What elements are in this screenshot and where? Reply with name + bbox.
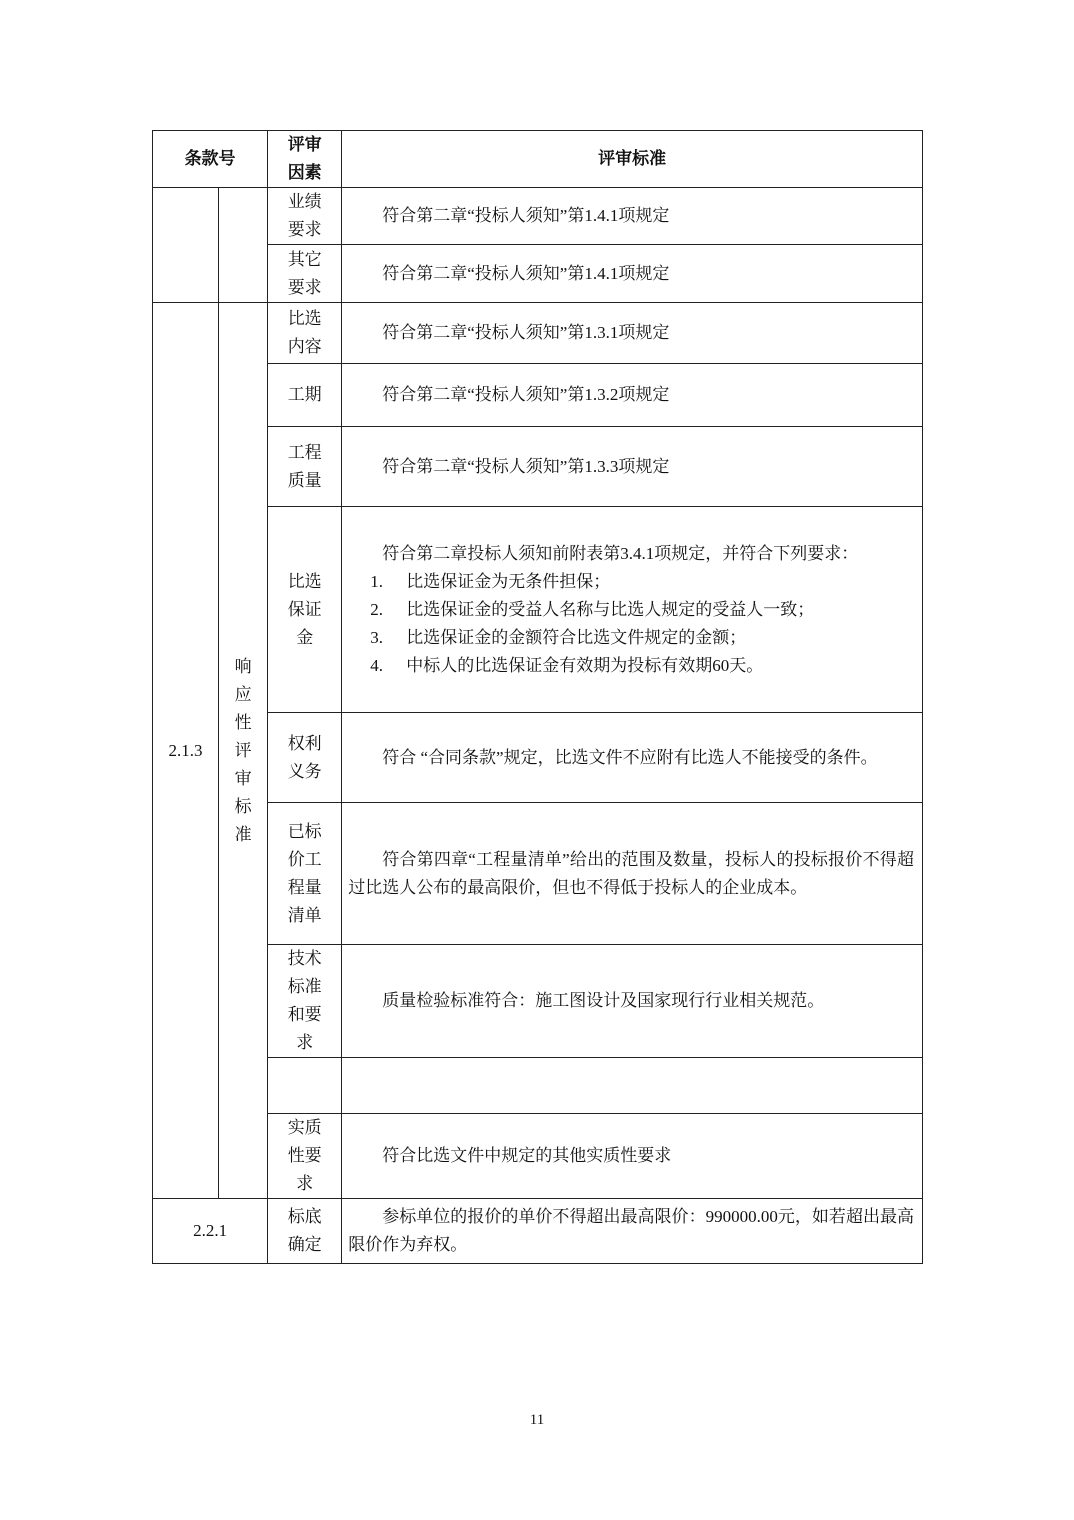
clause-number: 2.1.3 [153, 303, 219, 1199]
header-standard: 评审标准 [342, 131, 923, 188]
header-clause: 条款号 [153, 131, 268, 188]
table-row [153, 427, 923, 507]
list-item [348, 568, 914, 596]
table-header-row [153, 131, 923, 188]
factor-cell: 技术标准和要求 [268, 945, 342, 1058]
factor-cell: 实质性要求 [268, 1114, 342, 1199]
factor-cell: 比选内容 [268, 303, 342, 364]
item-number: 1. [370, 571, 383, 591]
list-item [348, 652, 914, 680]
requirements-list [348, 568, 914, 680]
table-row [153, 245, 923, 303]
factor-cell: 工期 [268, 364, 342, 427]
standard-cell: 质量检验标准符合：施工图设计及国家现行行业相关规范。 [342, 945, 923, 1058]
standard-cell: 符合第二章“投标人须知”第1.3.1项规定 [342, 303, 923, 364]
item-text: 比选保证金为无条件担保； [406, 571, 611, 591]
table-row [153, 803, 923, 945]
item-text: 中标人的比选保证金有效期为投标有效期60天。 [406, 655, 764, 675]
standard-cell: 符合第二章“投标人须知”第1.4.1项规定 [342, 188, 923, 245]
standard-cell: 参标单位的报价的单价不得超出最高限价：990000.00元，如若超出最高限价作为弃权。 [342, 1199, 923, 1264]
table-row [153, 1199, 923, 1264]
standard-cell [342, 507, 923, 713]
table-row [153, 507, 923, 713]
header-factor: 评审因素 [268, 131, 342, 188]
standard-cell: 符合第二章“投标人须知”第1.3.3项规定 [342, 427, 923, 507]
table-row [153, 188, 923, 245]
empty-cell [153, 188, 219, 303]
empty-cell [219, 188, 268, 303]
table-row [153, 1114, 923, 1199]
item-number: 4. [370, 655, 383, 675]
table-row-empty [153, 1058, 923, 1114]
category-label: 响应性评审标准 [219, 303, 268, 1199]
standard-cell: 符合第二章“投标人须知”第1.3.2项规定 [342, 364, 923, 427]
table-row [153, 364, 923, 427]
factor-cell: 业绩要求 [268, 188, 342, 245]
standard-cell: 符合第四章“工程量清单”给出的范围及数量，投标人的投标报价不得超过比选人公布的最高限价，但也不得低于投标人的企业成本。 [342, 803, 923, 945]
item-number: 3. [370, 627, 383, 647]
page-number: 11 [529, 1412, 545, 1428]
factor-cell: 其它要求 [268, 245, 342, 303]
evaluation-criteria-table [152, 130, 923, 1264]
factor-cell: 已标价工程量清单 [268, 803, 342, 945]
factor-cell [268, 1058, 342, 1114]
item-text: 比选保证金的受益人名称与比选人规定的受益人一致； [406, 599, 815, 619]
factor-cell: 标底确定 [268, 1199, 342, 1264]
standard-intro: 符合第二章投标人须知前附表第3.4.1项规定，并符合下列要求： [382, 543, 859, 563]
list-item [348, 596, 914, 624]
list-item [348, 624, 914, 652]
table-row [153, 303, 923, 364]
factor-cell: 工程质量 [268, 427, 342, 507]
standard-cell: 符合 “合同条款”规定，比选文件不应附有比选人不能接受的条件。 [342, 713, 923, 803]
factor-cell: 比选保证金 [268, 507, 342, 713]
clause-number: 2.2.1 [153, 1199, 268, 1264]
item-text: 比选保证金的金额符合比选文件规定的金额； [406, 627, 747, 647]
standard-cell: 符合比选文件中规定的其他实质性要求 [342, 1114, 923, 1199]
item-number: 2. [370, 599, 383, 619]
table-row [153, 945, 923, 1058]
standard-cell [342, 1058, 923, 1114]
standard-cell: 符合第二章“投标人须知”第1.4.1项规定 [342, 245, 923, 303]
table-row [153, 713, 923, 803]
factor-cell: 权利义务 [268, 713, 342, 803]
